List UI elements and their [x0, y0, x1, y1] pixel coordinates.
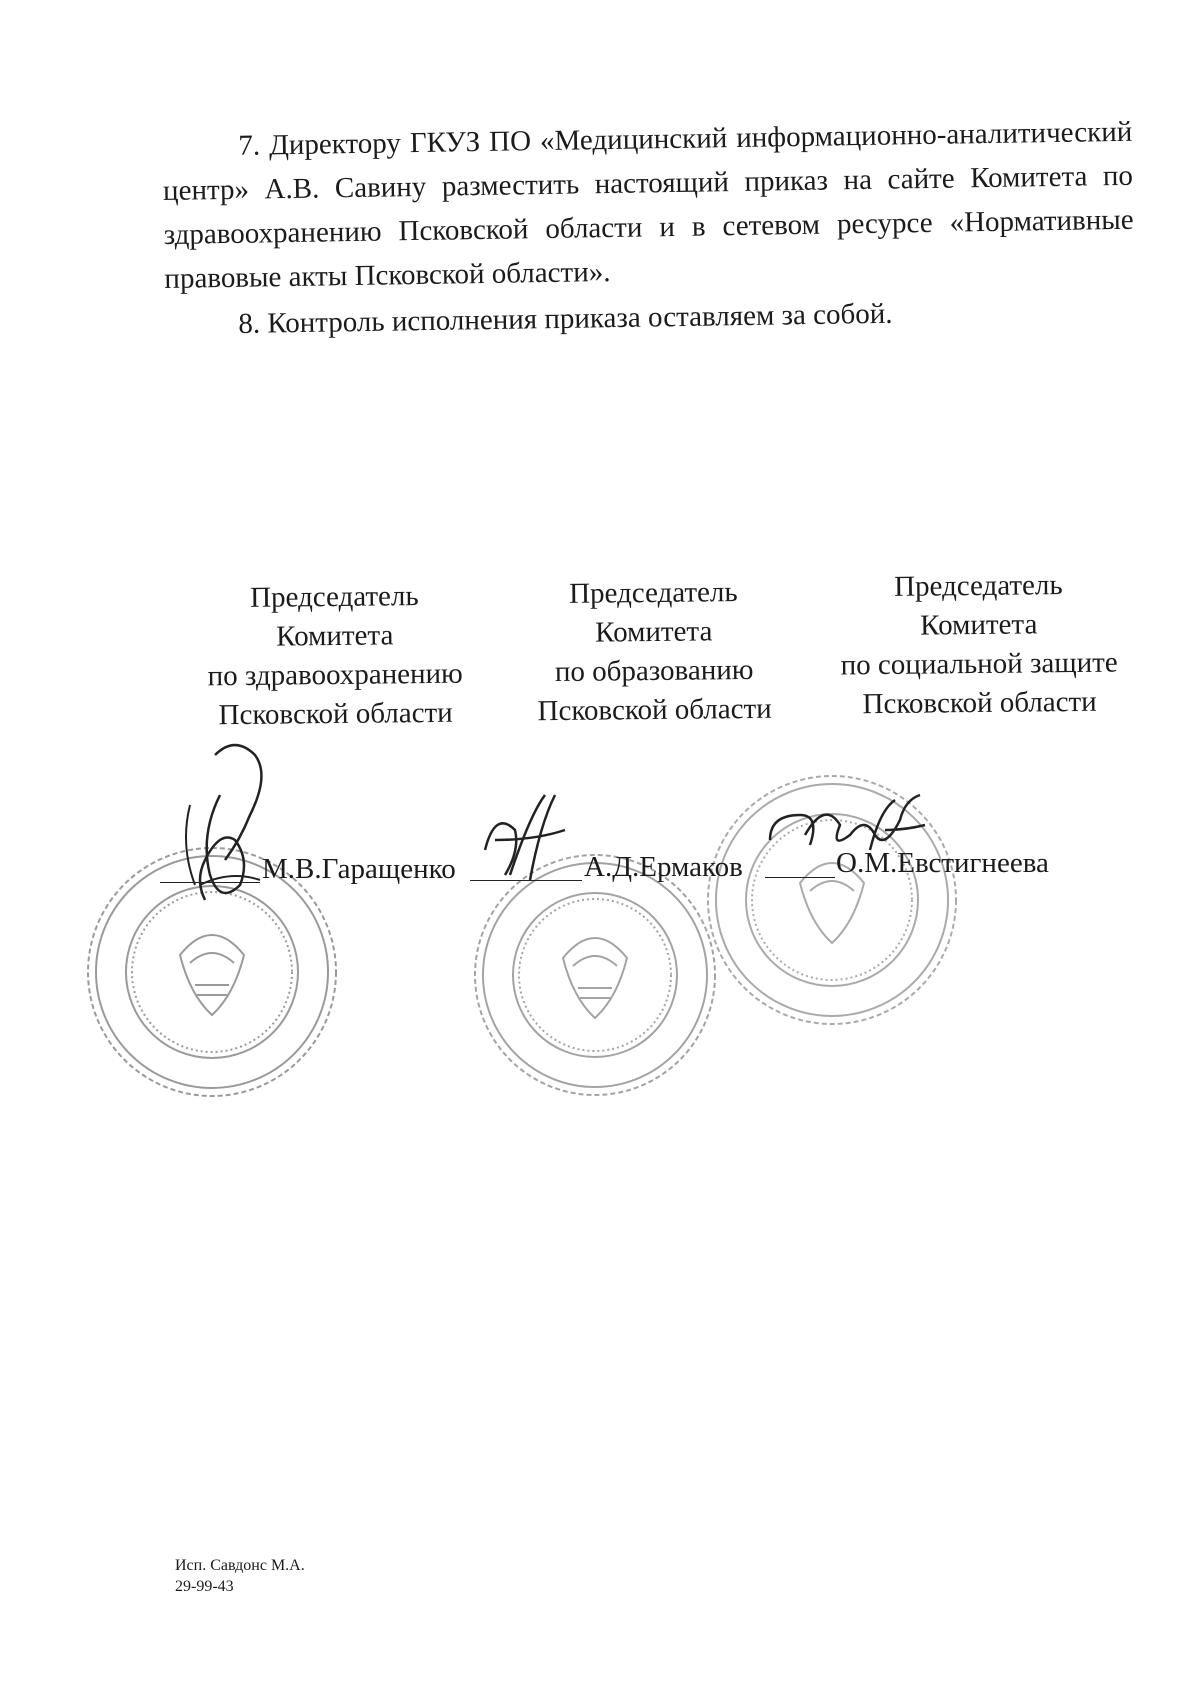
signatory-name: М.В.Гаращенко	[262, 853, 456, 885]
executor-name: Исп. Савдонс М.А.	[175, 1557, 305, 1574]
signatory-position: Председатель	[249, 580, 419, 614]
handwritten-signature-ermakov	[475, 790, 585, 890]
signatory-body: Комитета	[276, 619, 394, 653]
signatory-department: по социальной защите	[840, 646, 1118, 682]
signatory-region: Псковской области	[862, 685, 1097, 721]
signatory-name: А.Д.Ермаков	[584, 851, 743, 883]
signatory-position: Председатель	[568, 576, 738, 610]
signatory-department: по здравоохранению	[207, 657, 463, 693]
signatory-position: Председатель	[893, 569, 1063, 603]
signatory-name: О.М.Евстигнеева	[836, 847, 1049, 879]
executor-phone: 29-99-43	[175, 1578, 234, 1595]
handwritten-signature-garashchenko	[160, 735, 290, 935]
signatory-region: Псковской области	[218, 696, 453, 732]
signatory-title-education	[488, 572, 820, 731]
signatory-body: Комитета	[920, 608, 1038, 642]
signatory-body: Комитета	[595, 615, 713, 649]
signatory-title-social	[813, 565, 1145, 724]
executor-info	[175, 1555, 305, 1597]
handwritten-signature-evstigneeva	[760, 790, 940, 880]
paragraph-7: 7. Директору ГКУЗ ПО «Медицинский информационно-аналитический центр» А.В. Савину разместить настоящий приказ на сайте Комитета по здравоохранению Псковской области и в сетевом ресурсе «Нормативные правовые акты Псковской области».	[162, 115, 1134, 295]
signatory-title-health	[169, 576, 501, 735]
signatory-department: по образованию	[554, 653, 754, 689]
paragraph-8: 8. Контроль исполнения приказа оставляем за собой.	[238, 297, 893, 340]
signatory-region: Псковской области	[537, 692, 772, 728]
